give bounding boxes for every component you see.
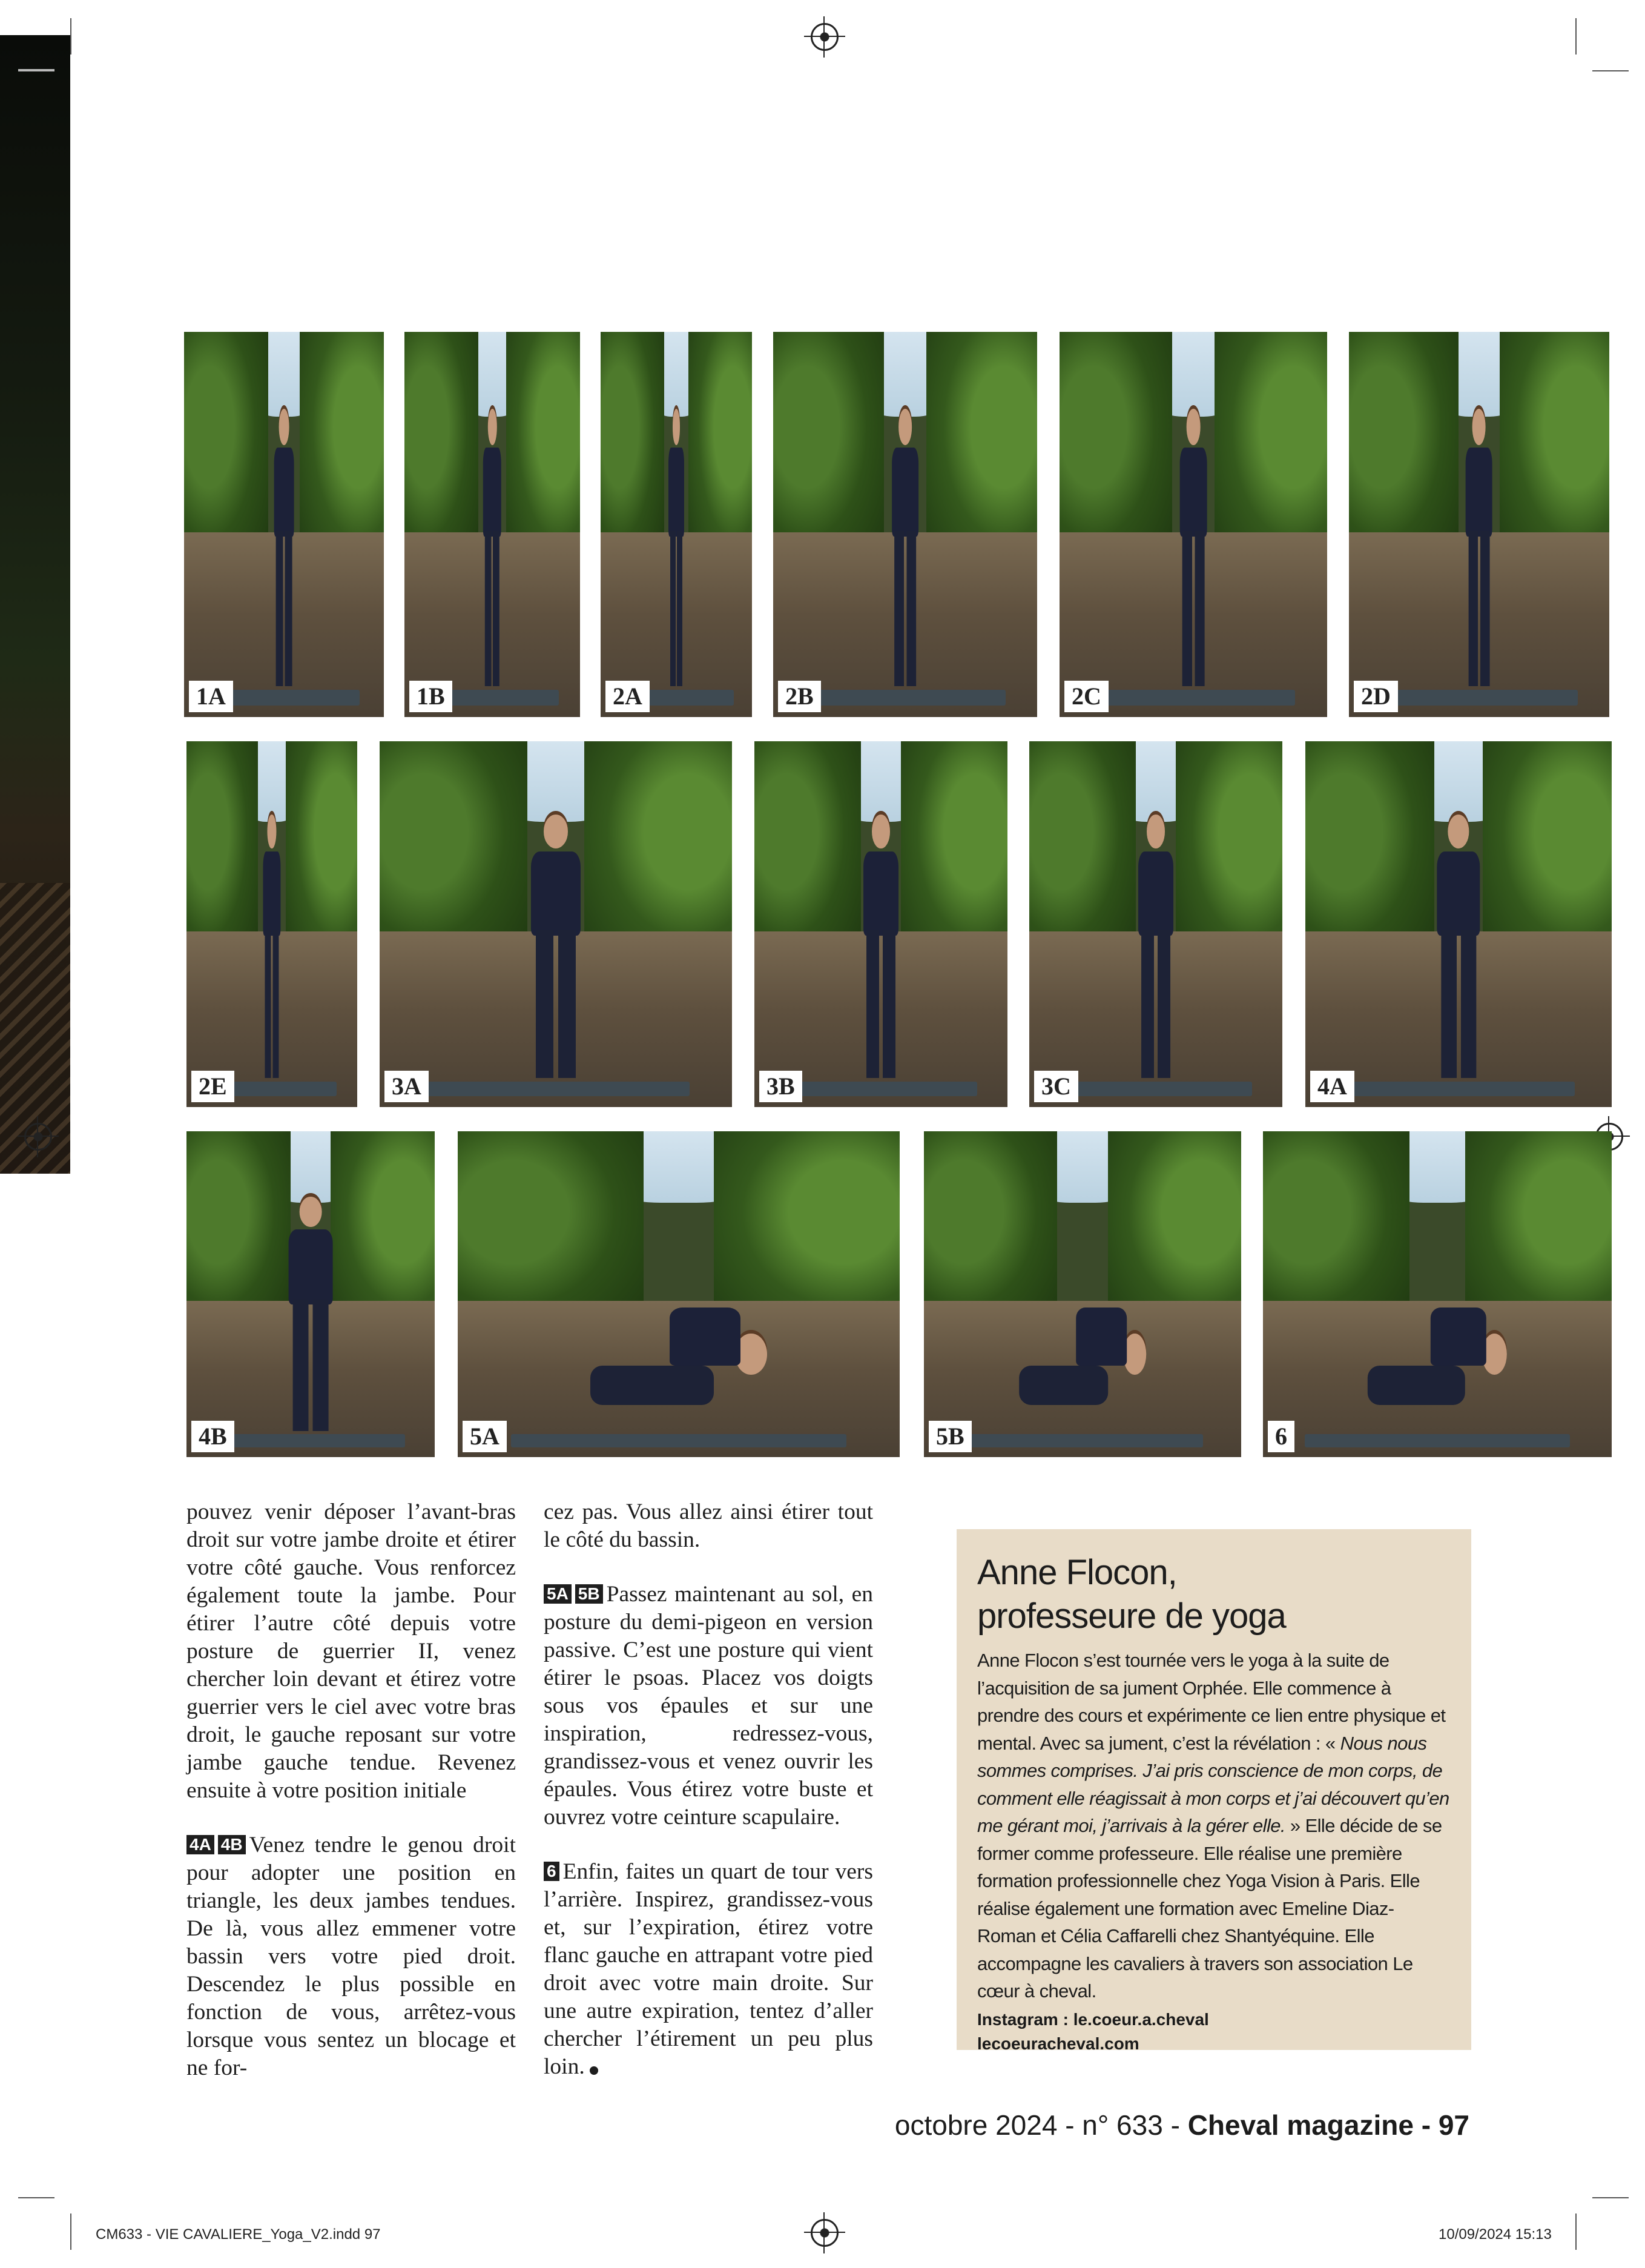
yoga-photo	[1305, 741, 1612, 1107]
bio-links	[977, 2008, 1451, 2056]
yoga-photo	[380, 741, 732, 1107]
article-paragraph	[544, 1581, 873, 1831]
crop-mark	[1575, 2213, 1577, 2250]
article-column-2	[544, 1498, 873, 2108]
photo-label: 6	[1268, 1421, 1294, 1452]
article-paragraph	[186, 1831, 516, 2082]
registration-mark-icon	[811, 2219, 839, 2247]
bio-text	[977, 1647, 1451, 2005]
step-marker: 5B	[575, 1584, 603, 1604]
crop-mark	[1575, 18, 1577, 55]
article-paragraph: pouvez venir déposer l’avant-bras droit sur votre jambe droite et étirer votre côté gauche. Vous renforcez également toute la jambe. Pour étirer l’autre côté depuis votre posture de guerrier II, venez chercher loin devant et étirez votre guerrier vers le ciel avec votre bras droit, le gauche reposant sur votre jambe gauche tendue. Revenez ensuite à votre position initiale	[186, 1499, 516, 1803]
photo-label: 2B	[778, 681, 821, 712]
crop-mark	[1592, 2197, 1629, 2198]
bio-role: professeure de yoga	[977, 1596, 1286, 1636]
photo-label: 2E	[191, 1071, 234, 1102]
page-folio	[895, 2109, 1469, 2141]
photo-label: 3A	[384, 1071, 429, 1102]
folio-magazine: Cheval magazine - 97	[1187, 2109, 1469, 2141]
yoga-photo	[458, 1131, 900, 1457]
end-of-article-icon	[590, 2066, 598, 2075]
photo-label: 2D	[1354, 681, 1398, 712]
photo-label: 1A	[189, 681, 233, 712]
step-marker: 6	[544, 1862, 559, 1881]
yoga-photo	[1263, 1131, 1612, 1457]
crop-mark	[18, 2197, 54, 2198]
photo-label: 4B	[191, 1421, 234, 1452]
registration-mark-icon	[811, 23, 839, 51]
date-slug: 10/09/2024 15:13	[1439, 2226, 1552, 2243]
article-column-1	[186, 1498, 516, 2109]
yoga-photo	[184, 332, 384, 717]
previous-page-bleed	[0, 35, 70, 1174]
website-link[interactable]: lecoeuracheval.com	[977, 2034, 1139, 2053]
crop-mark	[70, 2213, 71, 2250]
bio-text-outro: » Elle décide de se former comme professeure. Elle réalise une première formation professionnelle chez Yoga Vision à Paris. Elle réalise également une formation avec Emeline Diaz-Roman et Célia Caffarelli chez Shantyéquine. Elle accompagne les cavaliers à travers son association Le cœur à cheval.	[977, 1815, 1442, 2002]
instagram-link[interactable]: Instagram : le.coeur.a.cheval	[977, 2009, 1209, 2029]
yoga-photo	[1029, 741, 1282, 1107]
yoga-photo	[1349, 332, 1609, 717]
yoga-photo	[924, 1131, 1241, 1457]
article-paragraph-text: Enfin, faites un quart de tour vers l’arrière. Inspirez, grandissez-vous et, sur l’expiration, étirez votre flanc gauche en attrapant votre pied droit avec votre main droite. Sur une autre expiration, tentez d’aller chercher l’étirement un peu plus loin.	[544, 1859, 873, 2079]
bio-quote: Nous nous sommes comprises. J’ai pris conscience de mon corps, de comment elle réagissait à mon corps et j’ai découvert qu’en me gérant moi, j’arrivais à la gérer elle.	[977, 1732, 1449, 1836]
step-marker: 5A	[544, 1584, 572, 1604]
bio-sidebar	[957, 1529, 1471, 2053]
folio-issue: octobre 2024 - n° 633 -	[894, 2109, 1188, 2141]
bio-name: Anne Flocon,	[977, 1553, 1177, 1592]
yoga-photo	[1060, 332, 1327, 717]
bleed-tick-mark	[18, 69, 54, 71]
step-marker: 4A	[186, 1835, 214, 1854]
yoga-photo	[754, 741, 1007, 1107]
file-slug: CM633 - VIE CAVALIERE_Yoga_V2.indd 97	[96, 2226, 381, 2243]
photo-label: 3C	[1034, 1071, 1078, 1102]
photo-label: 5B	[929, 1421, 972, 1452]
yoga-photo	[404, 332, 580, 717]
photo-label: 5A	[463, 1421, 507, 1452]
bio-text-intro: Anne Flocon s’est tournée vers le yoga à la suite de l’acquisition de sa jument Orphée. Elle commence à prendre des cours et expérimente ce lien entre physique et mental. Avec sa jument, c’est la révélation : «	[977, 1650, 1446, 1754]
step-marker: 4B	[218, 1835, 246, 1854]
yoga-photo	[186, 741, 357, 1107]
photo-label: 2A	[605, 681, 650, 712]
crop-mark	[70, 18, 71, 55]
photo-label: 2C	[1064, 681, 1109, 712]
article-paragraph	[544, 1858, 873, 2081]
yoga-photo	[186, 1131, 435, 1457]
photo-label: 3B	[759, 1071, 802, 1102]
yoga-photo	[601, 332, 752, 717]
article-paragraph-text: Passez maintenant au sol, en posture du demi-pigeon en version passive. C’est une posture qui vient étirer le psoas. Placez vos doigts sous vos épaules et sur une inspiration, redressez-vous, grandissez-vous et venez ouvrir les épaules. Vous étirez votre buste et ouvrez votre ceinture scapulaire.	[544, 1582, 873, 1830]
yoga-photo	[773, 332, 1037, 717]
article-paragraph: cez pas. Vous allez ainsi étirer tout le côté du bassin.	[544, 1499, 873, 1552]
bio-heading	[977, 1551, 1451, 1638]
article-paragraph-text: Venez tendre le genou droit pour adopter une position en triangle, les deux jambes tendues. De là, vous allez emmener votre bassin vers votre pied droit. Descendez le plus possible en fonction de vous, arrêtez-vous lorsque vous sentez un blocage et ne for-	[186, 1833, 516, 2080]
crop-mark	[1592, 70, 1629, 71]
registration-mark-icon	[24, 1123, 52, 1151]
photo-label: 4A	[1310, 1071, 1354, 1102]
photo-label: 1B	[409, 681, 452, 712]
